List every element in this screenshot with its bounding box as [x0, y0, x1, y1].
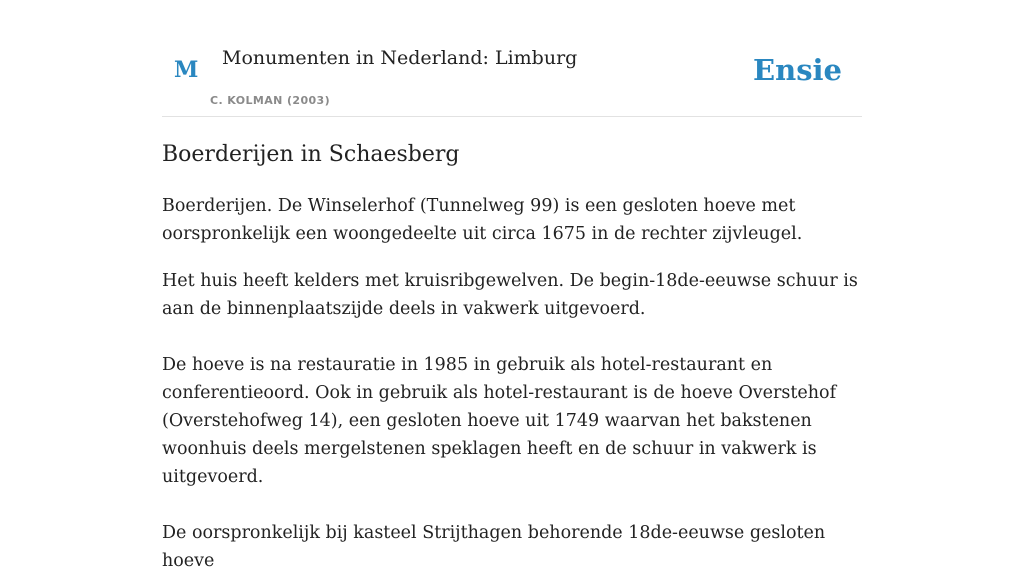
- article-paragraph: Het huis heeft kelders met kruisribgewelven. De begin-18de-eeuwse schuur is aan de binnenplaatszijde deels in vakwerk uitgevoerd.: [162, 271, 858, 319]
- article-paragraph: Boerderijen. De Winselerhof (Tunnelweg 99) is een gesloten hoeve met oorspronkelijk een woongedeelte uit circa 1675 in de rechter zijvleugel.: [162, 196, 803, 244]
- book-author: C. KOLMAN (2003): [210, 94, 331, 107]
- ensie-brand-link[interactable]: Ensie: [753, 53, 842, 87]
- book-logo-icon: M: [174, 57, 199, 83]
- page: [162, 0, 862, 571]
- article-paragraph: De oorspronkelijk bij kasteel Strijthagen behorende 18de-eeuwse gesloten hoeve: [162, 523, 826, 571]
- book-title[interactable]: Monumenten in Nederland: Limburg: [222, 47, 578, 69]
- book-header: [162, 0, 862, 117]
- article-title: Boerderijen in Schaesberg: [162, 142, 460, 167]
- article-paragraph: De hoeve is na restauratie in 1985 in gebruik als hotel-restaurant en conferentieoord. Ook in gebruik als hotel-restaurant is de hoeve Overstehof (Overstehofweg 14), een gesloten hoeve uit 1749 waarvan het bakstenen woonhuis deels mergelstenen speklagen heeft en de schuur in vakwerk is uitgevoerd.: [162, 355, 837, 487]
- article-body: [162, 192, 862, 575]
